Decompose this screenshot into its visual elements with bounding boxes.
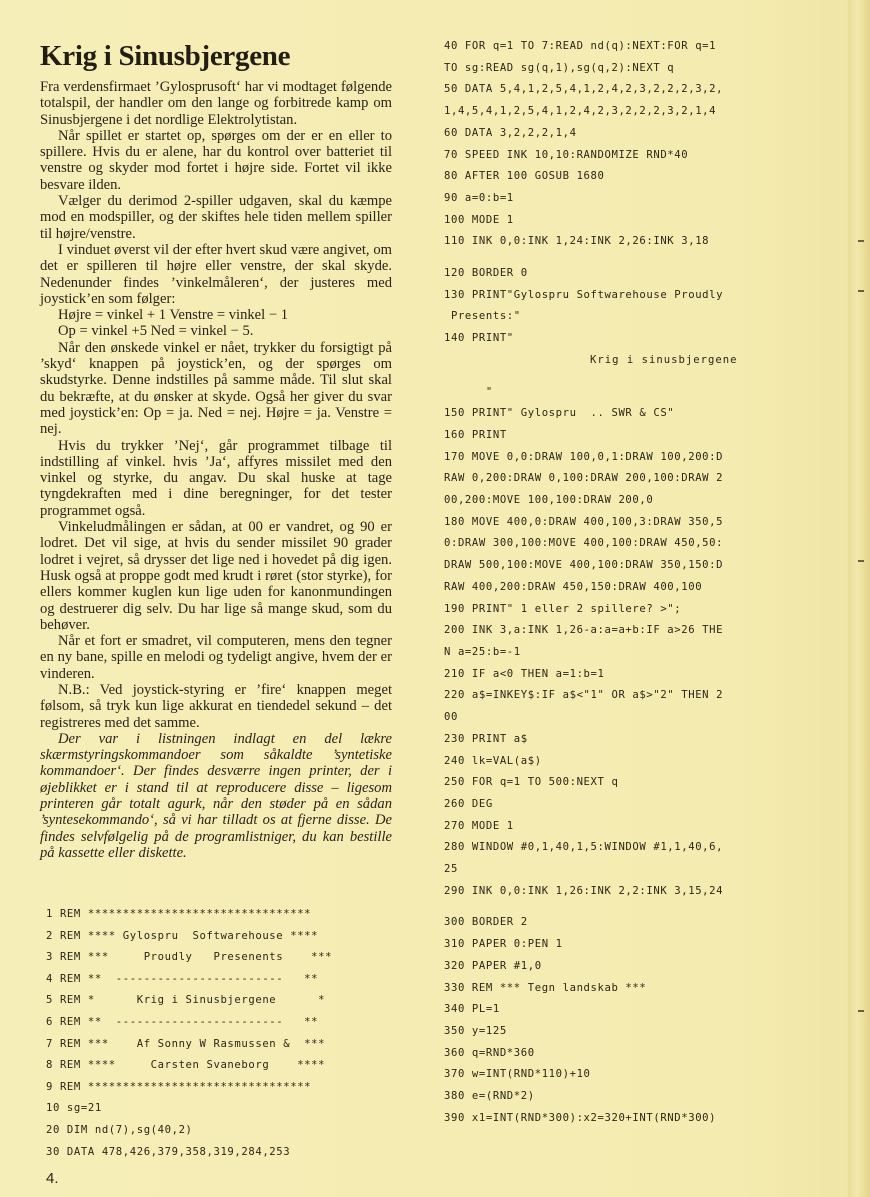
code-line: RAW 400,200:DRAW 450,150:DRAW 400,100 [444,580,703,593]
code-line: 240 lk=VAL(a$) [444,754,542,767]
code-line: 170 MOVE 0,0:DRAW 100,0,1:DRAW 100,200:D [444,450,724,463]
code-line: 130 PRINT"Gylospru Softwarehouse Proudly [444,288,724,301]
article-paragraph: N.B.: Ved joystick-styring er ’fire‘ knappen meget følsom, så tryk kun lige akkurat en tiendedel sekund – det registreres med det samme. [40,681,392,731]
article-column [40,40,392,861]
code-line: 220 a$=INKEY$:IF a$<"1" OR a$>"2" THEN 2 [444,689,724,702]
code-line: 80 AFTER 100 GOSUB 1680 [444,170,605,183]
code-listing-left [46,904,391,1163]
code-line: 00 [444,711,458,724]
code-line: 350 y=125 [444,1024,507,1037]
code-line: 6 REM ** ------------------------ ** [46,1015,319,1028]
code-line: 280 WINDOW #0,1,40,1,5:WINDOW #1,1,40,6, [444,841,724,854]
article-paragraph: Vælger du derimod 2-spiller udgaven, skal du kæmpe mod en modspiller, og der skiftes hele tiden mellem spiller til højre/venstre. [40,193,392,242]
code-line: 10 sg=21 [46,1102,102,1115]
code-line: 270 MODE 1 [444,819,514,832]
edge-mark [858,240,864,242]
code-line: 30 DATA 478,426,379,358,319,284,253 [46,1145,291,1158]
code-line: 260 DEG [444,797,493,810]
code-listing-right [444,36,824,1129]
code-line: 50 DATA 5,4,1,2,5,4,1,2,4,2,3,2,2,2,3,2, [444,83,724,96]
code-line: DRAW 500,100:MOVE 400,100:DRAW 350,150:D [444,559,724,572]
code-line: TO sg:READ sg(q,1),sg(q,2):NEXT q [444,61,675,74]
code-line: 360 q=RND*360 [444,1046,535,1059]
article-paragraph: Der var i listningen indlagt en del lækre skærmstyringskommandoer som såkaldte ’syntetiske kommandoer‘. Der findes desværre ingen printer, der i øjeblikket er i stand til at reproducere disse – ligesom printeren går totalt agurk, når den støder på en sådan ’syntesekommando‘, så vi har tilladt os at fjerne disse. De findes selvfølgelig på de programlistniger, du kan bestille på kassette eller diskette. [40,730,392,861]
code-line: 380 e=(RND*2) [444,1090,535,1103]
code-line: 310 PAPER 0:PEN 1 [444,938,563,951]
code-line: 2 REM **** Gylospru Softwarehouse **** [46,929,319,942]
code-line: Presents:" [444,310,521,323]
code-line: 390 x1=INT(RND*300):x2=320+INT(RND*300) [444,1111,717,1124]
code-line: 9 REM ******************************** [46,1080,312,1093]
article-paragraph: Op = vinkel +5 Ned = vinkel − 5. [58,323,254,340]
article-body [40,79,392,861]
code-line: 140 PRINT" [444,332,514,345]
code-line: 1,4,5,4,1,2,5,4,1,2,4,2,3,2,2,2,3,2,1,4 [444,105,717,118]
code-spacer [444,902,824,912]
code-line: N a=25:b=-1 [444,645,521,658]
code-line: 100 MODE 1 [444,213,514,226]
code-line: 190 PRINT" 1 eller 2 spillere? >"; [444,602,682,615]
article-paragraph: Når et fort er smadret, vil computeren, mens den tegner en ny bane, spille en melodi og tydeligt angive, hvem der er vinderen. [40,633,392,682]
article-title: Krig i Sinusbjergene [40,40,291,72]
code-line: 25 [444,863,458,876]
code-line: 40 FOR q=1 TO 7:READ nd(q):NEXT:FOR q=1 [444,40,717,52]
code-line: 00,200:MOVE 100,100:DRAW 200,0 [444,494,654,507]
article-paragraph: Fra verdensfirmaet ’Gylosprusoft‘ har vi modtaget følgende totalspil, der handler om den lange og forbitrede kamp om Sinusbjergene i det nordlige Elektrolytistan. [40,79,392,128]
edge-mark [858,1010,864,1012]
code-line: 330 REM *** Tegn landskab *** [444,981,647,994]
page-edge [848,0,870,1197]
code-line: 320 PAPER #1,0 [444,959,542,972]
page-number: 4. [46,1170,59,1187]
code-line: 150 PRINT" Gylospru .. SWR & CS" [444,407,675,420]
code-line: 230 PRINT a$ [444,732,528,745]
code-line: 300 BORDER 2 [444,916,528,929]
code-line: 290 INK 0,0:INK 1,26:INK 2,2:INK 3,15,24 [444,884,724,897]
code-line: 200 INK 3,a:INK 1,26-a:a=a+b:IF a>26 THE [444,624,724,637]
code-line: 250 FOR q=1 TO 500:NEXT q [444,776,619,789]
edge-mark [858,560,864,562]
code-line: 4 REM ** ------------------------ ** [46,972,319,985]
code-line: 20 DIM nd(7),sg(40,2) [46,1123,193,1136]
code-line: RAW 0,200:DRAW 0,100:DRAW 200,100:DRAW 2 [444,472,724,485]
code-line: Krig i sinusbjergene [590,353,738,366]
code-line: 180 MOVE 400,0:DRAW 400,100,3:DRAW 350,5 [444,515,724,528]
code-line: " [444,385,493,398]
code-line: 1 REM ******************************** [46,908,312,920]
code-spacer [444,372,824,382]
article-paragraph: I vinduet øverst vil der efter hvert skud være angivet, om det er spilleren til højre eller venstre, der skal skyde. Nedenunder findes ’vinkelmåleren‘, der justeres med joystick’en som følger: [40,241,392,307]
code-line: 7 REM *** Af Sonny W Rasmussen & *** [46,1037,326,1050]
code-line: 8 REM **** Carsten Svaneborg **** [46,1059,326,1072]
article-paragraph: Når spillet er startet op, spørges om der er en eller to spillere. Hvis du er alene, har du kontrol over batteriet til venstre og skyder mod fortet i højre side. Fortet vil ikke besvare ilden. [40,127,392,193]
code-line: 0:DRAW 300,100:MOVE 400,100:DRAW 450,50: [444,537,724,550]
code-line: 340 PL=1 [444,1003,500,1016]
code-line: 160 PRINT [444,428,507,441]
code-line: 120 BORDER 0 [444,267,528,280]
article-paragraph: Når den ønskede vinkel er nået, trykker du forsigtigt på ’skyd‘ knappen på joystick’en, og der spørges om skudstyrke. Denne indstilles på samme måde. Til slut skal du bekræfte, at du ønsker at skyde. Også her giver du svar med joystick’en: Op = ja. Ned = nej. Højre = ja. Venstre = nej. [40,339,392,438]
article-paragraph: Vinkeludmålingen er sådan, at 00 er vandret, og 90 er lodret. Det vil sige, at hvis du sender missilet 90 grader lodret i vejret, så drysser det lige ned i hovedet på dig igen. Husk også at proppe godt med krudt i røret (stor styrke), for ellers kommer kuglen kun lige uden for kanonmundingen og destruerer dig selv. Du har lige så mange skud, som du behøver. [40,519,392,633]
code-line: 70 SPEED INK 10,10:RANDOMIZE RND*40 [444,148,689,161]
code-line: 90 a=0:b=1 [444,191,514,204]
code-line: 370 w=INT(RND*110)+10 [444,1068,591,1081]
code-line: 3 REM *** Proudly Presenents *** [46,951,333,964]
code-line: 5 REM * Krig i Sinusbjergene * [46,994,326,1007]
code-line: 210 IF a<0 THEN a=1:b=1 [444,667,605,680]
code-line: 110 INK 0,0:INK 1,24:INK 2,26:INK 3,18 [444,235,710,248]
edge-mark [858,290,864,292]
article-paragraph: Hvis du trykker ’Nej‘, går programmet tilbage til indstilling af vinkel. hvis ’Ja‘, affyres missilet med den vinkel og styrke, du angav. Du skal huske at tage tyngdekraften med i dine beregninger, for det tester programmet også. [40,437,392,519]
article-paragraph: Højre = vinkel + 1 Venstre = vinkel − 1 [58,307,289,324]
code-spacer [444,253,824,263]
code-line: 60 DATA 3,2,2,2,1,4 [444,126,577,139]
